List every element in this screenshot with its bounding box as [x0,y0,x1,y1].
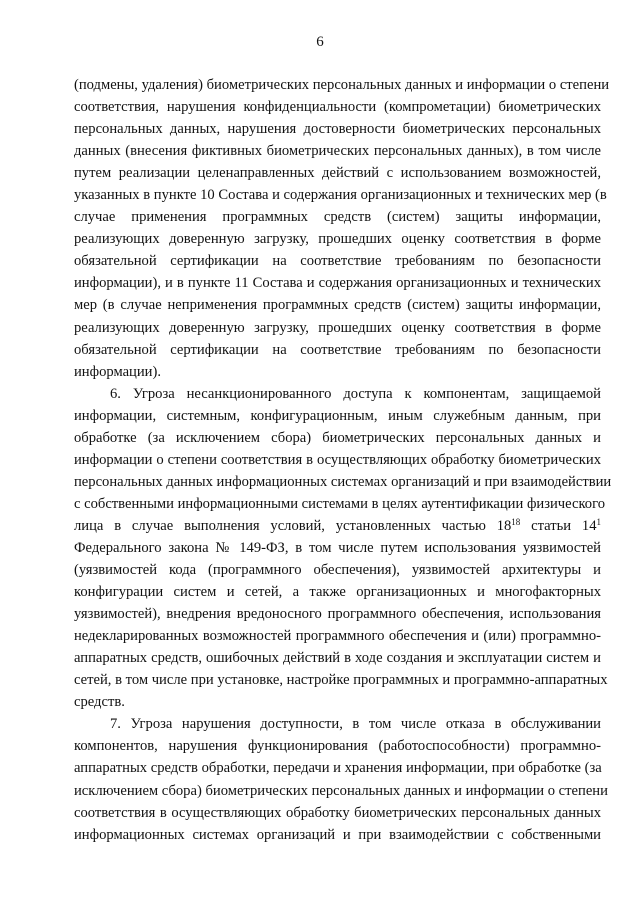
text-line: случае применения программных средств (систем) защиты информации, [74,209,601,226]
text-line: компонентов, нарушения функционирования (работоспособности) программно- [74,738,601,755]
text-line: Федерального закона № 149-ФЗ, в том числе путем использования уязвимостей [74,539,601,556]
text-line: аппаратных средств, ошибочных действий в ходе создания и эксплуатации систем и [74,650,601,667]
text-segment: статьи 14 [520,517,597,534]
text-line [74,515,601,537]
text-line: реализующих доверенную загрузку, прошедших оценку соответствия в форме [74,231,601,248]
text-line: информации, системным, конфигурационным, иным служебным данным, при [74,407,601,424]
text-line: информации). [74,363,161,380]
text-segment: лица в случае выполнения условий, установленных частью 18 [74,517,512,534]
superscript: 1 [596,516,602,527]
body-text [74,74,612,846]
text-line: сетей, в том числе при установке, настройке программных и программно-аппаратных [74,672,608,689]
text-line: средств. [74,694,125,711]
superscript: 18 [511,516,521,527]
text-line: мер (в случае неприменения программных средств (систем) защиты информации, [74,297,601,314]
text-line: исключением сбора) биометрических персональных данных и информации о степени [74,782,608,799]
text-line: с собственными информационными системами в целях аутентификации физического [74,495,606,512]
text-line: данных (внесения фиктивных биометрических персональных данных), в том числе [74,143,601,160]
text-line: информации), и в пункте 11 Состава и содержания организационных и технических [74,275,601,292]
paragraph-first-line: 7. Угроза нарушения доступности, в том числе отказа в обслуживании [110,716,601,733]
text-line: уязвимостей), внедрения вредоносного программного обеспечения, использования [74,606,601,623]
text-line: соответствия, нарушения конфиденциальности (компрометации) биометрических [74,99,601,116]
text-line: (подмены, удаления) биометрических персональных данных и информации о степени [74,77,610,93]
text-line: обязательной сертификации на соответствие требованиям по безопасности [74,341,601,358]
text-line: путем реализации целенаправленных действий с использованием возможностей, [74,165,601,182]
paragraph-first-line: 6. Угроза несанкционированного доступа к компонентам, защищаемой [110,385,601,402]
text-line: указанных в пункте 10 Состава и содержания организационных и технических мер (в [74,187,607,204]
text-line: персональных данных информационных системах организаций и при взаимодействии [74,473,612,490]
text-line: конфигурации систем и сетей, а также организационных и многофакторных [74,584,601,601]
text-line: информационных системах организаций и при взаимодействии с собственными [74,826,601,843]
text-line: информации о степени соответствия в осуществляющих обработку биометрических [74,451,601,468]
text-line: соответствия в осуществляющих обработку биометрических персональных данных [74,804,601,821]
text-line: недекларированных возможностей программного обеспечения и (или) программно- [74,628,601,645]
text-line: (уязвимостей кода (программного обеспечения), уязвимостей архитектуры и [74,562,601,579]
text-line: обработке (за исключением сбора) биометрических персональных данных и [74,429,601,446]
text-line: аппаратных средств обработки, передачи и хранения информации, при обработке (за [74,760,602,777]
text-line: обязательной сертификации на соответствие требованиям по безопасности [74,253,601,270]
page-number: 6 [316,34,324,50]
text-line: реализующих доверенную загрузку, прошедших оценку соответствия в форме [74,319,601,336]
text-line: персональных данных, нарушения достоверности биометрических персональных [74,121,601,138]
